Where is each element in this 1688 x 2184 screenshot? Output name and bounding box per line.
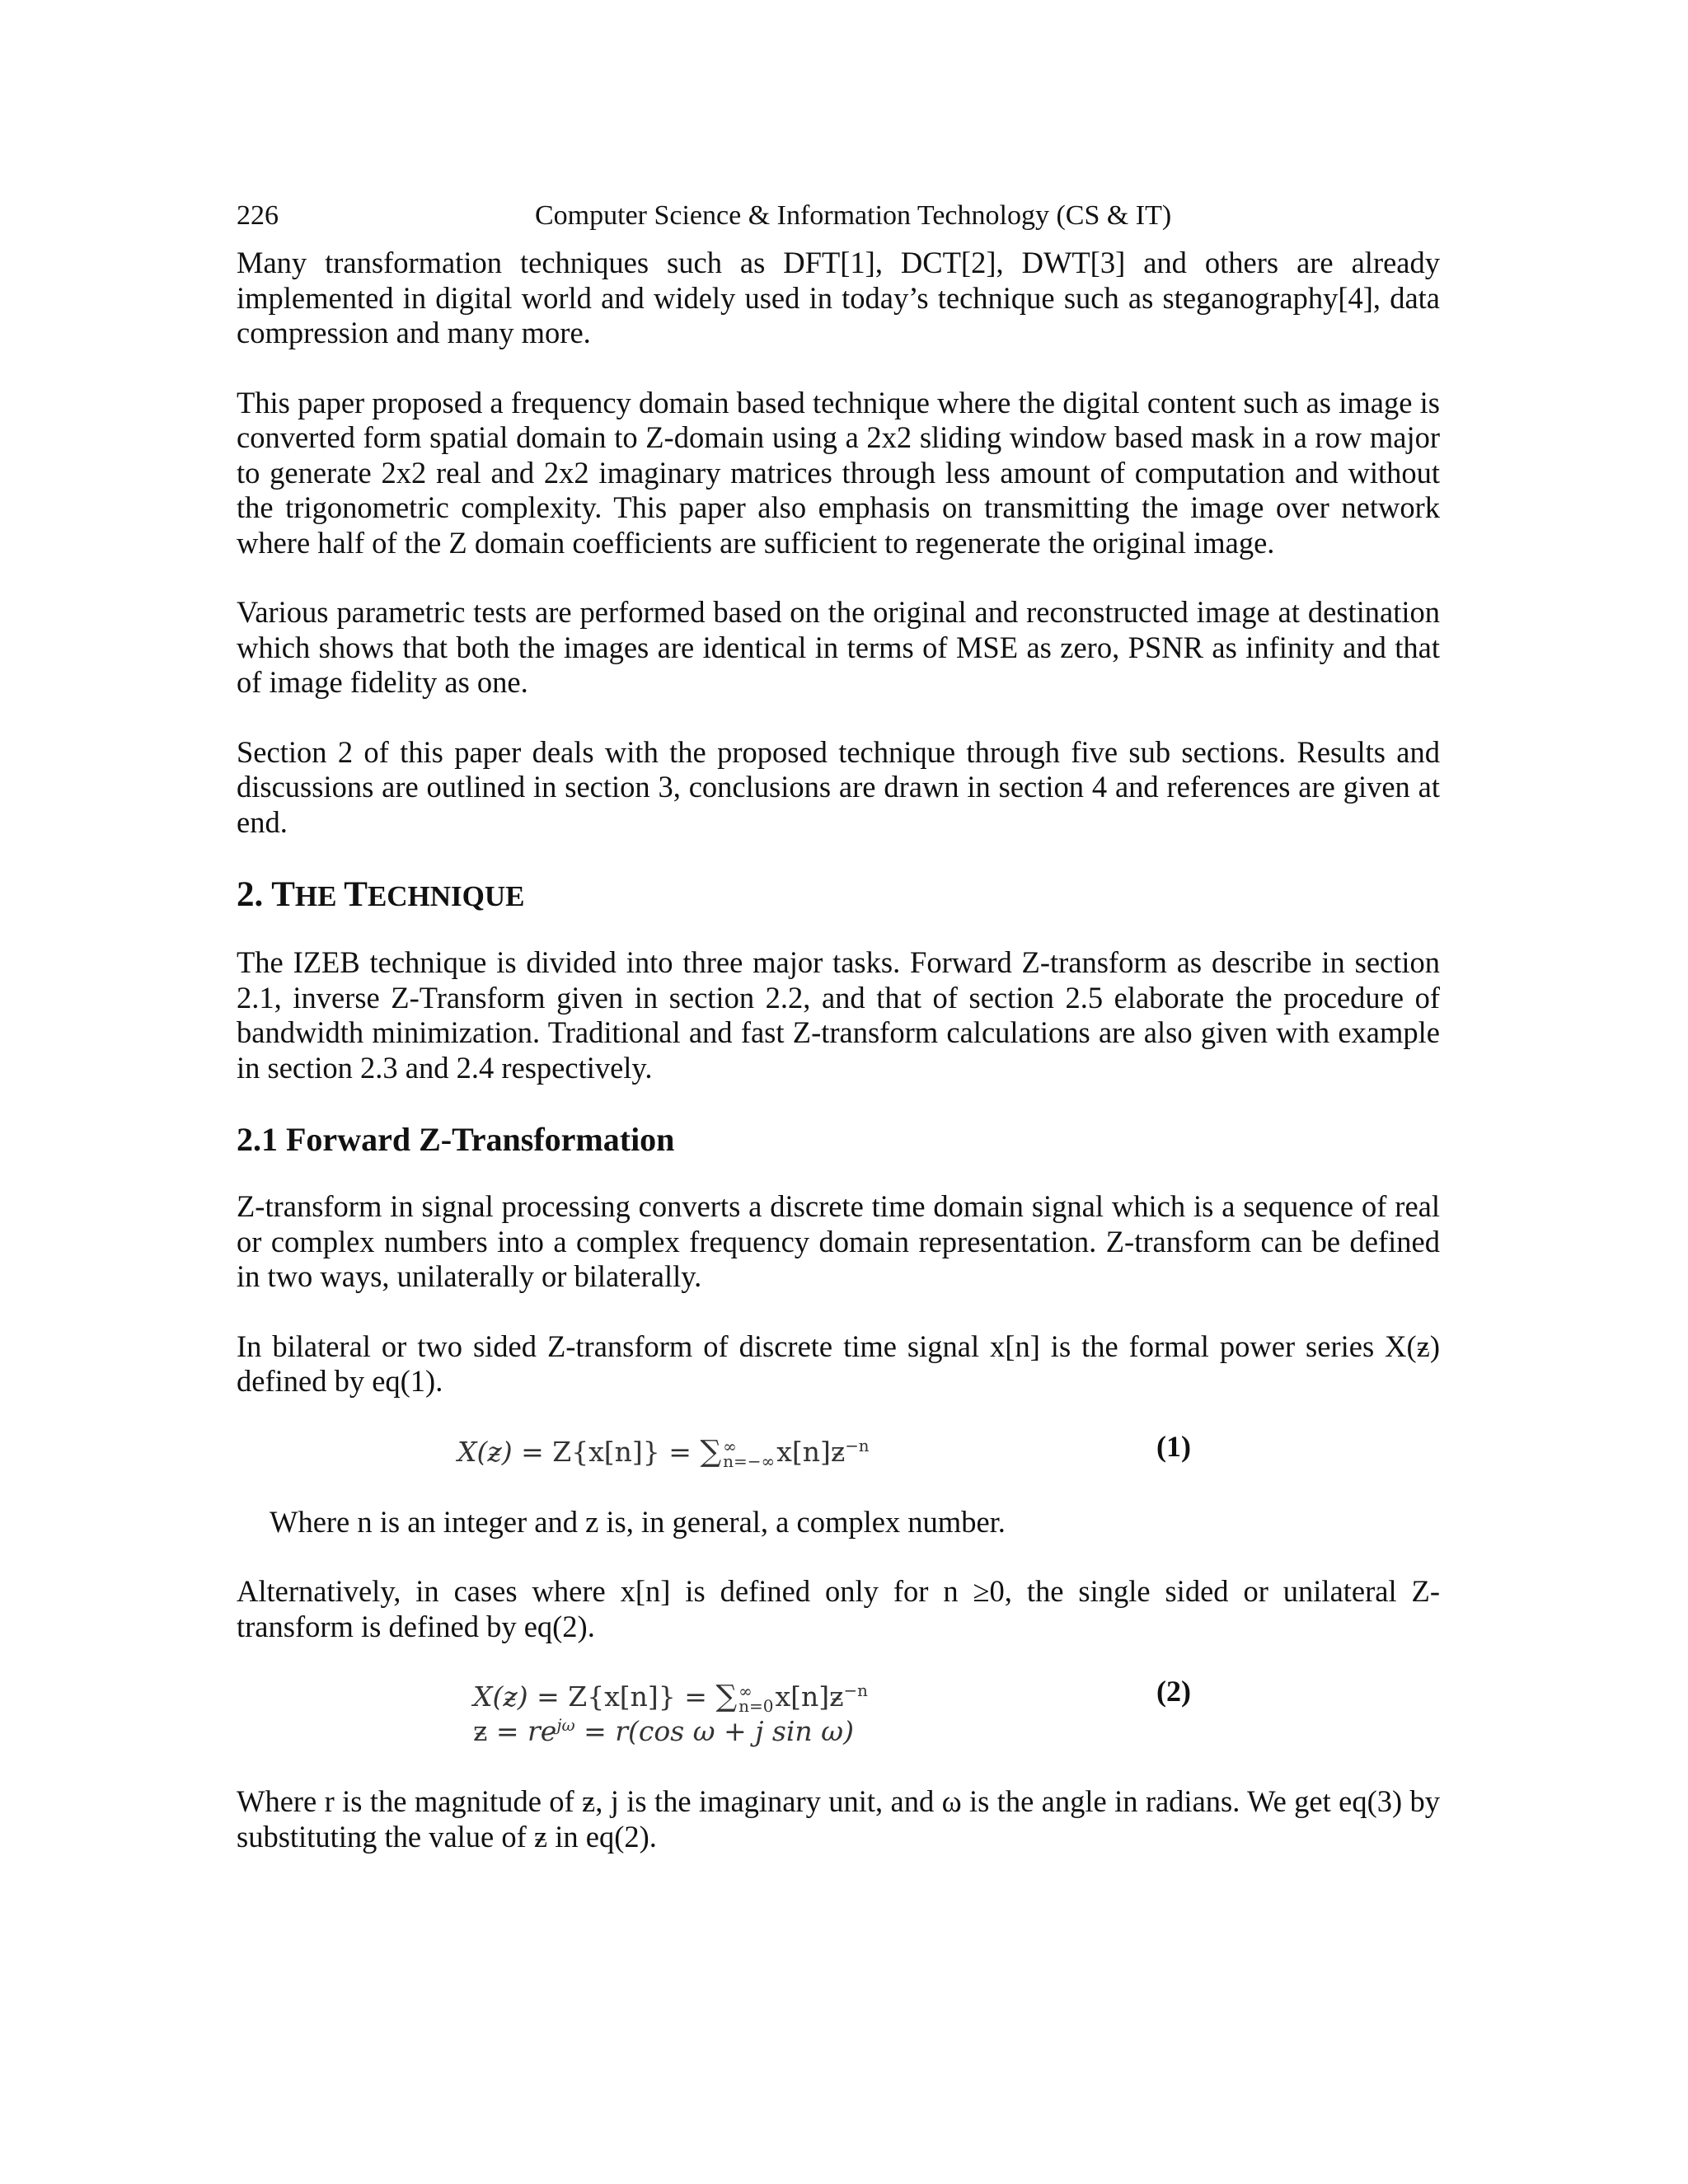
- paragraph-unilateral: Alternatively, in cases where x[n] is defined only for n ≥0, the single sided or unilateral Z-transform is defined by eq(2).: [237, 1574, 1440, 1643]
- page-header: [237, 198, 1440, 234]
- section-title-part-1: HE: [294, 880, 345, 912]
- section-title-part-2: ECHNIQUE: [367, 880, 525, 912]
- paragraph-paper-organization: Section 2 of this paper deals with the proposed technique through five sub sections. Results and discussions are outlined in section 3, conclusions are drawn in section 4 and references are given at end.: [237, 734, 1440, 839]
- page-number: 226: [237, 200, 279, 231]
- page-body: [237, 246, 1440, 1889]
- paragraph-technique-overview: The IZEB technique is divided into three major tasks. Forward Z-transform as describe in section 2.1, inverse Z-Transform given in section 2.2, and that of section 2.5 elaborate the procedure of bandwidth minimization. Traditional and fast Z-transform calculations are also given with example in section 2.3 and 2.4 respectively.: [237, 945, 1440, 1085]
- equation-2-polar-form: ƶ = $re^{j\omega} = r(\cos$ ω + j sin ω): [473, 1715, 854, 1747]
- equation-2-expression: X(ƶ) = Z{x[n]} = ∑ ∞ n=0 $x[n]ƶ^{-n}$: [473, 1680, 868, 1716]
- section-title-initial-1: T: [271, 875, 295, 914]
- paragraph-bilateral: In bilateral or two sided Z-transform of discrete time signal x[n] is the formal power series X(ƶ) defined by eq(1).: [237, 1329, 1440, 1398]
- equation-1-expression: X(ƶ) = Z{x[n]} = ∑ ∞ n=−∞ $x[n]ƶ^{-n}$: [457, 1434, 870, 1471]
- subsection-heading: 2.1 Forward Z-Transformation: [237, 1121, 675, 1158]
- section-number: 2.: [237, 875, 264, 914]
- running-title: Computer Science & Information Technology (CS & IT): [535, 200, 1172, 231]
- section-heading: [237, 874, 1440, 917]
- equation-1: [237, 1424, 1440, 1472]
- paragraph-z-transform-definition: Z-transform in signal processing converts a discrete time domain signal which is a sequence of real or complex numbers into a complex frequency domain representation. Z-transform can be defined in two ways, unilaterally or bilaterally.: [237, 1189, 1440, 1293]
- paragraph-intro-transforms: Many transformation techniques such as DFT[1], DCT[2], DWT[3] and others are already implemented in digital world and widely used in today’s technique such as steganography[4], data compression and many more.: [237, 246, 1440, 349]
- paragraph-parametric-tests: Various parametric tests are performed based on the original and reconstructed image at destination which shows that both the images are identical in terms of MSE as zero, PSNR as infinity and that of image fidelity as one.: [237, 595, 1440, 699]
- equation-2: [237, 1669, 1440, 1751]
- section-title-initial-2: T: [344, 875, 368, 914]
- equation-1-number: (1): [1156, 1429, 1191, 1463]
- paragraph-where-r: Where r is the magnitude of ƶ, j is the imaginary unit, and ω is the angle in radians. We get eq(3) by substituting the value of ƶ in eq(2).: [237, 1784, 1440, 1854]
- equation-2-number: (2): [1156, 1675, 1191, 1708]
- paragraph-proposed-technique: This paper proposed a frequency domain based technique where the digital content such as image is converted form spatial domain to Z-domain using a 2x2 sliding window based mask in a row major to generate 2x2 real and 2x2 imaginary matrices through less amount of computation and without the trigonometric complexity. This paper also emphasis on transmitting the image over network where half of the Z domain coefficients are sufficient to regenerate the original image.: [237, 385, 1440, 560]
- paragraph-where-n: Where n is an integer and z is, in general, a complex number.: [270, 1504, 1006, 1539]
